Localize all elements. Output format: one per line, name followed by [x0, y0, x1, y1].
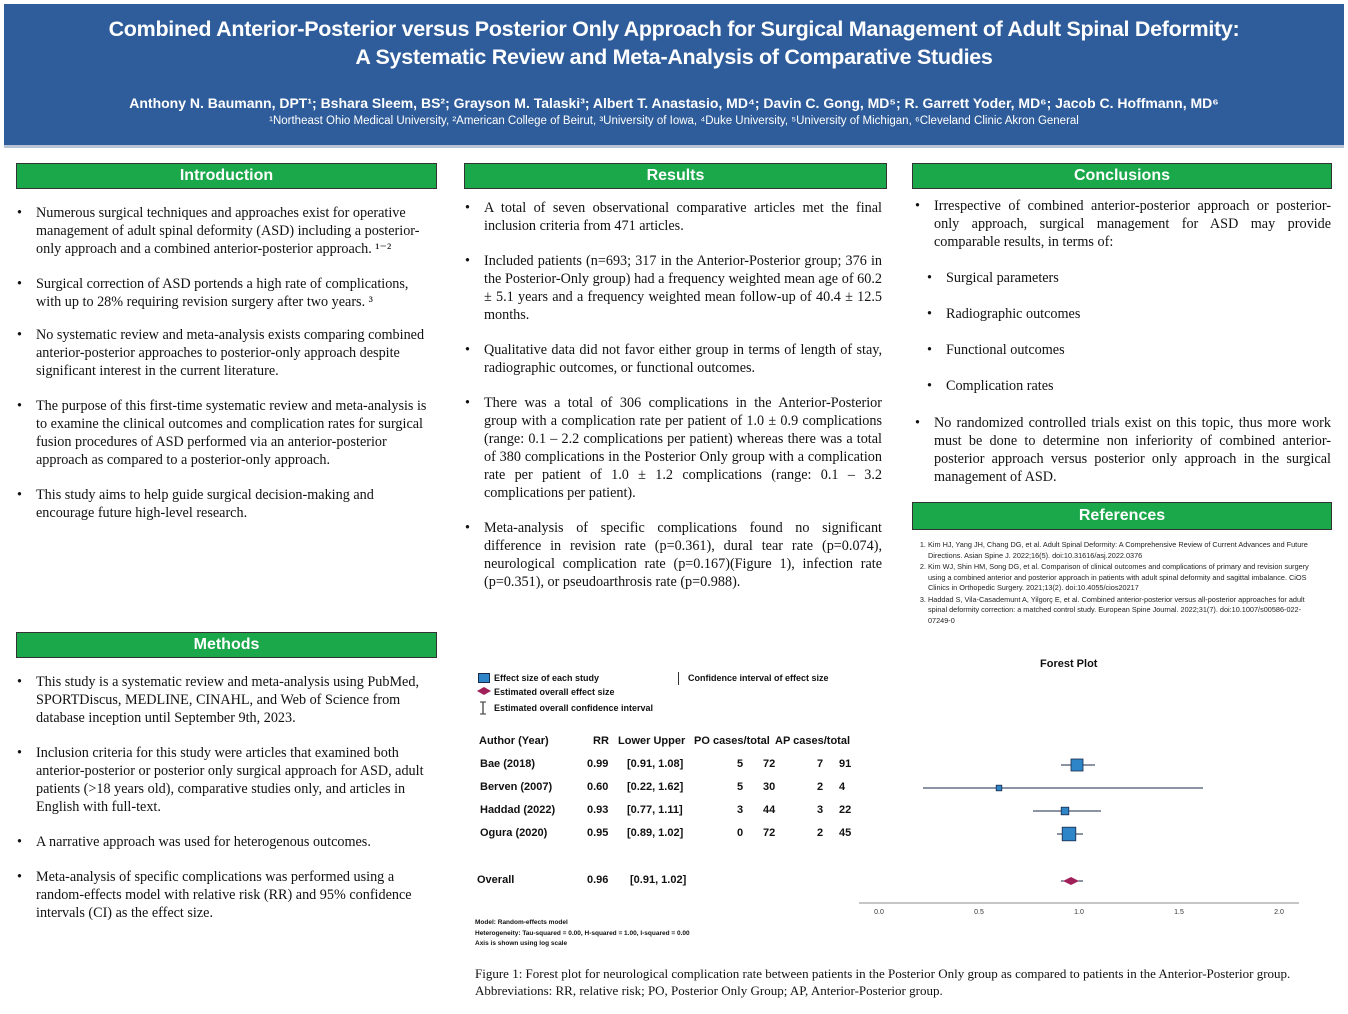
list-item: • Qualitative data did not favor either group in terms of length of stay, radiographic outcomes, or functional outcomes.: [464, 341, 882, 377]
row-rr: 0.60: [587, 781, 609, 793]
effect-box: [1062, 827, 1076, 841]
results-heading: Results: [464, 163, 887, 189]
row-author: Bae (2018): [480, 758, 536, 770]
reference-item: 2. Kim WJ, Shin HM, Song DG, et al. Comparison of clinical outcomes and complications of primary and revision surgery using a combined anterior and posterior approach in patients with adult spinal deformity and sagittal imbalance. CiOS Clinics in Orthopedic Surgery. 2021;13(2). doi:10.4055/cios20217: [928, 562, 1318, 594]
list-item: • Functional outcomes: [914, 341, 1331, 359]
reference-item: 3. Haddad S, Vila-Casademunt A, Yilgorç E, et al. Combined anterior-posterior versus all-posterior approaches for adult spinal deformity correction: a matched control study. European Spine Journal. 2022;31(7). doi:10.1007/s00586-022-07249-0: [928, 595, 1318, 627]
row-author: Ogura (2020): [480, 827, 548, 839]
row-rr: 0.95: [587, 827, 609, 839]
references-list: [914, 540, 1318, 627]
row-po-cases: 5: [737, 781, 744, 793]
list-item: • The purpose of this first-time systematic review and meta-analysis is to examine the clinical outcomes and complication rates for surgical fusion procedures of ASD performed via an anterior-posterior approach as compared to a posterior-only approach.: [16, 397, 434, 469]
list-item: • Numerous surgical techniques and approaches exist for operative management of adult spinal deformity (ASD) including a posterior-only approach and a combined anterior-posterior approach. ¹⁻²: [16, 204, 434, 258]
methods-heading: Methods: [16, 632, 437, 658]
legend-overall: Estimated overall effect size: [494, 687, 615, 697]
legend-ci: Confidence interval of effect size: [688, 673, 829, 683]
effect-box: [1071, 759, 1083, 771]
row-rr: 0.93: [587, 804, 609, 816]
col-po: PO cases/total: [694, 735, 770, 747]
row-po-total: 30: [763, 781, 776, 793]
list-item: • Included patients (n=693; 317 in the Anterior-Posterior group; 376 in the Posterior-Only group) had a frequency weighted mean age of 60.2 ± 5.1 years and a frequency weighted mean follow-up of 40.4 ± 12.5 months.: [464, 252, 882, 324]
effect-box: [996, 785, 1002, 791]
row-po-total: 44: [763, 804, 776, 816]
x-tick-label: 1.0: [1074, 909, 1084, 916]
overall-rr: 0.96: [587, 874, 609, 886]
forest-plot-title: Forest Plot: [1040, 658, 1098, 670]
list-item: • Irrespective of combined anterior-posterior approach or posterior-only approach, surgical management for ASD may provide comparable results, in terms of:: [914, 197, 1331, 251]
row-rr: 0.99: [587, 758, 609, 770]
list-item: • A total of seven observational comparative articles met the final inclusion criteria from 471 articles.: [464, 199, 882, 235]
overall-label: Overall: [477, 874, 515, 886]
reference-item: 1. Kim HJ, Yang JH, Chang DG, et al. Adult Spinal Deformity: A Comprehensive Review of Current Advances and Future Directions. Asian Spine J. 2022;16(5). doi:10.31616/asj.2022.0376: [928, 540, 1318, 561]
list-item: • No randomized controlled trials exist on this topic, thus more work must be done to determine non inferiority of combined anterior-posterior approach versus posterior only approach in the surgical management of ASD.: [914, 414, 1331, 486]
row-ap-total: 22: [839, 804, 852, 816]
list-item: • A narrative approach was used for heterogenous outcomes.: [16, 833, 434, 851]
conclusions-sublist: [914, 269, 1331, 413]
list-item: • This study aims to help guide surgical decision-making and encourage future high-level research.: [16, 486, 434, 522]
list-item: • Meta-analysis of specific complications was performed using a random-effects model with relative risk (RR) and 95% confidence intervals (CI) as the effect size.: [16, 868, 434, 922]
introduction-list: [16, 204, 434, 539]
row-ci: [0.91, 1.08]: [627, 758, 684, 770]
row-po-cases: 0: [737, 827, 744, 839]
row-po-cases: 5: [737, 758, 744, 770]
methods-list: [16, 673, 434, 939]
row-ci: [0.89, 1.02]: [627, 827, 684, 839]
list-item: • This study is a systematic review and meta-analysis using PubMed, SPORTDiscus, MEDLINE, CINAHL, and Web of Science from database inception until September 9th, 2023.: [16, 673, 434, 727]
list-item: • Surgical correction of ASD portends a high rate of complications, with up to 28% requiring revision surgery after two years. ³: [16, 275, 434, 311]
list-item: • Meta-analysis of specific complications found no significant difference in revision rate (p=0.361), dural tear rate (p=0.074), neurological complication rate (p=0.167)(Figure 1), infection rate (p=0.351), or pseudoarthrosis rate (p=0.988).: [464, 519, 882, 591]
conclusions-final: [914, 414, 1331, 503]
x-tick-label: 2.0: [1274, 909, 1284, 916]
title-line-2: A Systematic Review and Meta-Analysis of Comparative Studies: [355, 45, 993, 69]
note-heterogeneity: Heterogeneity: Tau-squared = 0.00, H-squared = 1.00, I-squared = 0.00: [475, 929, 690, 937]
note-model: Model: Random-effects model: [475, 919, 568, 926]
affiliations: ¹Northeast Ohio Medical University, ²American College of Beirut, ³University of Iowa, ⁴Duke University, ⁵University of Michigan, ⁶Cleveland Clinic Akron General: [269, 115, 1079, 127]
legend-effect: Effect size of each study: [494, 673, 600, 683]
conclusions-heading: Conclusions: [912, 163, 1332, 189]
row-po-cases: 3: [737, 804, 744, 816]
references-heading: References: [912, 502, 1332, 530]
row-ap-cases: 2: [817, 827, 824, 839]
x-tick-label: 0.0: [874, 909, 884, 916]
list-item: • No systematic review and meta-analysis exists comparing combined anterior-posterior approaches to posterior-only approach despite significant interest in the current literature.: [16, 326, 434, 380]
results-list: [464, 199, 882, 608]
authors: Anthony N. Baumann, DPT¹; Bshara Sleem, BS²; Grayson M. Talaski³; Albert T. Anastasio, MD⁴; Davin C. Gong, MD⁵; R. Garrett Yoder, MD⁶; Jacob C. Hoffmann, MD⁶: [129, 95, 1219, 111]
list-item: • Surgical parameters: [914, 269, 1331, 287]
list-item: • Complication rates: [914, 377, 1331, 395]
row-ci: [0.77, 1.11]: [627, 804, 683, 816]
effect-box: [1061, 807, 1069, 815]
legend-box-icon: [478, 673, 490, 683]
row-ap-cases: 3: [817, 804, 824, 816]
overall-diamond: [1063, 877, 1079, 885]
row-po-total: 72: [763, 827, 776, 839]
row-ap-total: 91: [839, 758, 852, 770]
col-rr: RR: [593, 735, 609, 747]
overall-ci: [0.91, 1.02]: [630, 874, 687, 886]
row-ap-total: 4: [839, 781, 846, 793]
title-line-1: Combined Anterior-Posterior versus Posterior Only Approach for Surgical Management of Adult Spinal Deformity:: [108, 17, 1240, 41]
col-author: Author (Year): [479, 735, 549, 747]
legend-diamond-icon: [476, 686, 492, 696]
row-ap-cases: 7: [817, 758, 824, 770]
list-item: • Radiographic outcomes: [914, 305, 1331, 323]
x-tick-label: 0.5: [974, 909, 984, 916]
conclusions-list: [914, 197, 1331, 267]
list-item: • There was a total of 306 complications in the Anterior-Posterior group with a complication rate per patient of 1.0 ± 0.9 complications (range: 0.1 – 2.2 complications per patient) whereas there was a total of 380 complications in the Posterior Only group with a complication rate per patient of 1.0 ± 1.2 complications (range: 0.1 – 3.2 complications per patient).: [464, 394, 882, 502]
introduction-heading: Introduction: [16, 163, 437, 189]
row-ap-total: 45: [839, 827, 852, 839]
x-tick-label: 1.5: [1174, 909, 1184, 916]
poster-title: [0, 15, 1348, 71]
legend-ci-line-icon: [678, 672, 679, 685]
row-po-total: 72: [763, 758, 776, 770]
note-axis: Axis is shown using log scale: [475, 940, 568, 947]
row-ci: [0.22, 1.62]: [627, 781, 684, 793]
legend-overall-ci: Estimated overall confidence interval: [494, 703, 654, 713]
row-author: Berven (2007): [480, 781, 553, 793]
figure-caption: Figure 1: Forest plot for neurological complication rate between patients in the Posterior Only group as compared to patients in the Anterior-Posterior group. Abbreviations: RR, relative risk; PO, Posterior Only Group; AP, Anterior-Posterior group.: [475, 966, 1291, 998]
row-author: Haddad (2022): [480, 804, 556, 816]
col-ap: AP cases/total: [775, 735, 851, 747]
col-lower-upper: Lower Upper: [618, 735, 686, 747]
row-ap-cases: 2: [817, 781, 824, 793]
forest-plot-chart: [850, 740, 1310, 920]
legend-ci-bar-icon: [478, 701, 488, 715]
forest-notes: [475, 918, 690, 950]
list-item: • Inclusion criteria for this study were articles that examined both anterior-posterior or posterior only surgical approach for ASD, adult patients (>18 years old), comparative studies only, and articles in English with full-text.: [16, 744, 434, 816]
